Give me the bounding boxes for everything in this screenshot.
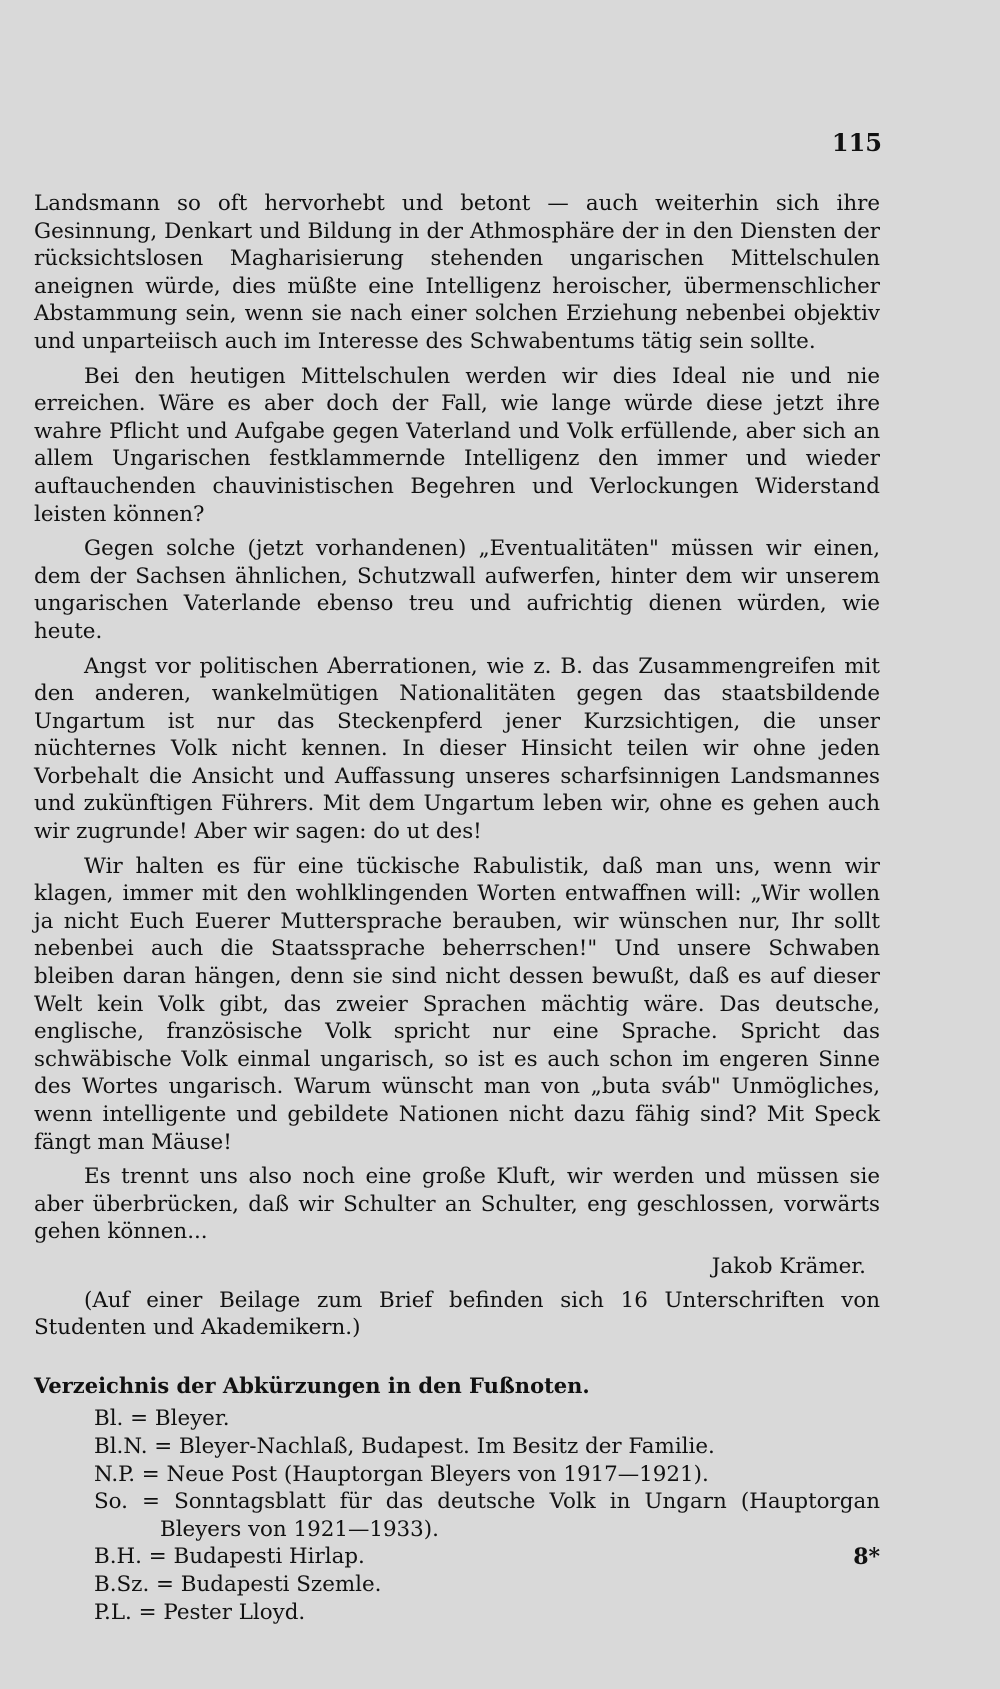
sheet-signature-mark: 8* xyxy=(853,1544,880,1570)
signature: Jakob Krämer. xyxy=(711,1253,866,1279)
paragraph-4: Angst vor politischen Aberrationen, wie z. B. das Zusammengreifen mit den anderen, wankelmütigen Nationalitäten gegen das staatsbildende Ungartum ist nur das Steckenpferd jener Kurzsichtigen, die unser nüchternes Volk nicht kennen. In dieser Hinsicht teilen wir ohne jeden Vorbehalt die Ansicht und Auffassung unseres scharfsinnigen Landsmannes und zukünftigen Führers. Mit dem Ungartum leben wir, ohne es gehen auch wir zugrunde! Aber wir sagen: do ut des! xyxy=(34,653,880,845)
paragraph-5: Wir halten es für eine tückische Rabulistik, daß man uns, wenn wir klagen, immer mit den wohlklingenden Worten entwaffnen will: „Wir wollen ja nicht Euch Euerer Muttersprache berauben, wir wünschen nur, Ihr sollt nebenbei auch die Staatssprache beherrschen!" Und unsere Schwaben bleiben daran hängen, denn sie sind nicht dessen bewußt, daß es auf dieser Welt kein Volk gibt, das zweier Sprachen mächtig wäre. Das deutsche, englische, französische Volk spricht nur eine Sprache. Spricht das schwäbische Volk einmal ungarisch, so ist es auch schon im engeren Sinne des Wortes ungarisch. Warum wünscht man von „buta sváb" Unmögliches, wenn intelligente und gebildete Nationen nicht dazu fähig sind? Mit Speck fängt man Mäuse! xyxy=(34,853,880,1155)
abbreviation-item: So. = Sonntagsblatt für das deutsche Volk in Ungarn (Hauptorgan Bleyers von 1921—1933). xyxy=(94,1489,880,1542)
abbreviation-item: Bl. = Bleyer. xyxy=(94,1406,230,1432)
abbreviations-list xyxy=(34,1405,880,1626)
abbreviation-item: B.H. = Budapesti Hirlap. xyxy=(94,1544,365,1570)
paragraph-1: Landsmann so oft hervorhebt und betont — auch weiterhin sich ihre Gesinnung, Denkart und Bildung in der Athmosphäre der in den Diensten der rücksichtslosen Magharisierung stehenden ungarischen Mittelschulen aneignen würde, dies müßte eine Intelligenz heroischer, übermenschlicher Abstammung sein, wenn sie nach einer solchen Erziehung nebenbei objektiv und unparteiisch auch im Interesse des Schwabentums tätig sein sollte. xyxy=(34,191,880,354)
abbreviation-item: Bl.N. = Bleyer-Nachlaß, Budapest. Im Besitz der Familie. xyxy=(94,1433,715,1459)
abbreviation-item: B.Sz. = Budapesti Szemle. xyxy=(94,1571,382,1597)
page-number: 115 xyxy=(831,128,882,157)
paragraph-2: Bei den heutigen Mittelschulen werden wir dies Ideal nie und nie erreichen. Wäre es aber doch der Fall, wie lange würde diese jetzt ihre wahre Pflicht und Aufgabe gegen Vaterland und Volk erfüllende, aber sich an allem Ungarischen festklammernde Intelligenz den immer und wieder auftauchenden chauvinistischen Begehren und Verlockungen Widerstand leisten können? xyxy=(34,363,880,527)
abbreviation-item: N.P. = Neue Post (Hauptorgan Bleyers von 1917—1921). xyxy=(94,1461,709,1487)
abbreviations-heading: Verzeichnis der Abkürzungen in den Fußnoten. xyxy=(34,1372,590,1398)
attachment-note: (Auf einer Beilage zum Brief befinden sich 16 Unterschriften von Studenten und Akademikern.) xyxy=(34,1287,880,1341)
paragraph-6: Es trennt uns also noch eine große Kluft, wir werden und müssen sie aber überbrücken, daß wir Schulter an Schulter, eng geschlossen, vorwärts gehen können... xyxy=(34,1164,880,1245)
body-text xyxy=(34,190,880,1626)
abbreviation-item: P.L. = Pester Lloyd. xyxy=(94,1599,306,1625)
paragraph-3: Gegen solche (jetzt vorhandenen) „Eventualitäten" müssen wir einen, dem der Sachsen ähnlichen, Schutzwall aufwerfen, hinter dem wir unserem ungarischen Vaterlande ebenso treu und aufrichtig dienen würden, wie heute. xyxy=(34,536,880,644)
